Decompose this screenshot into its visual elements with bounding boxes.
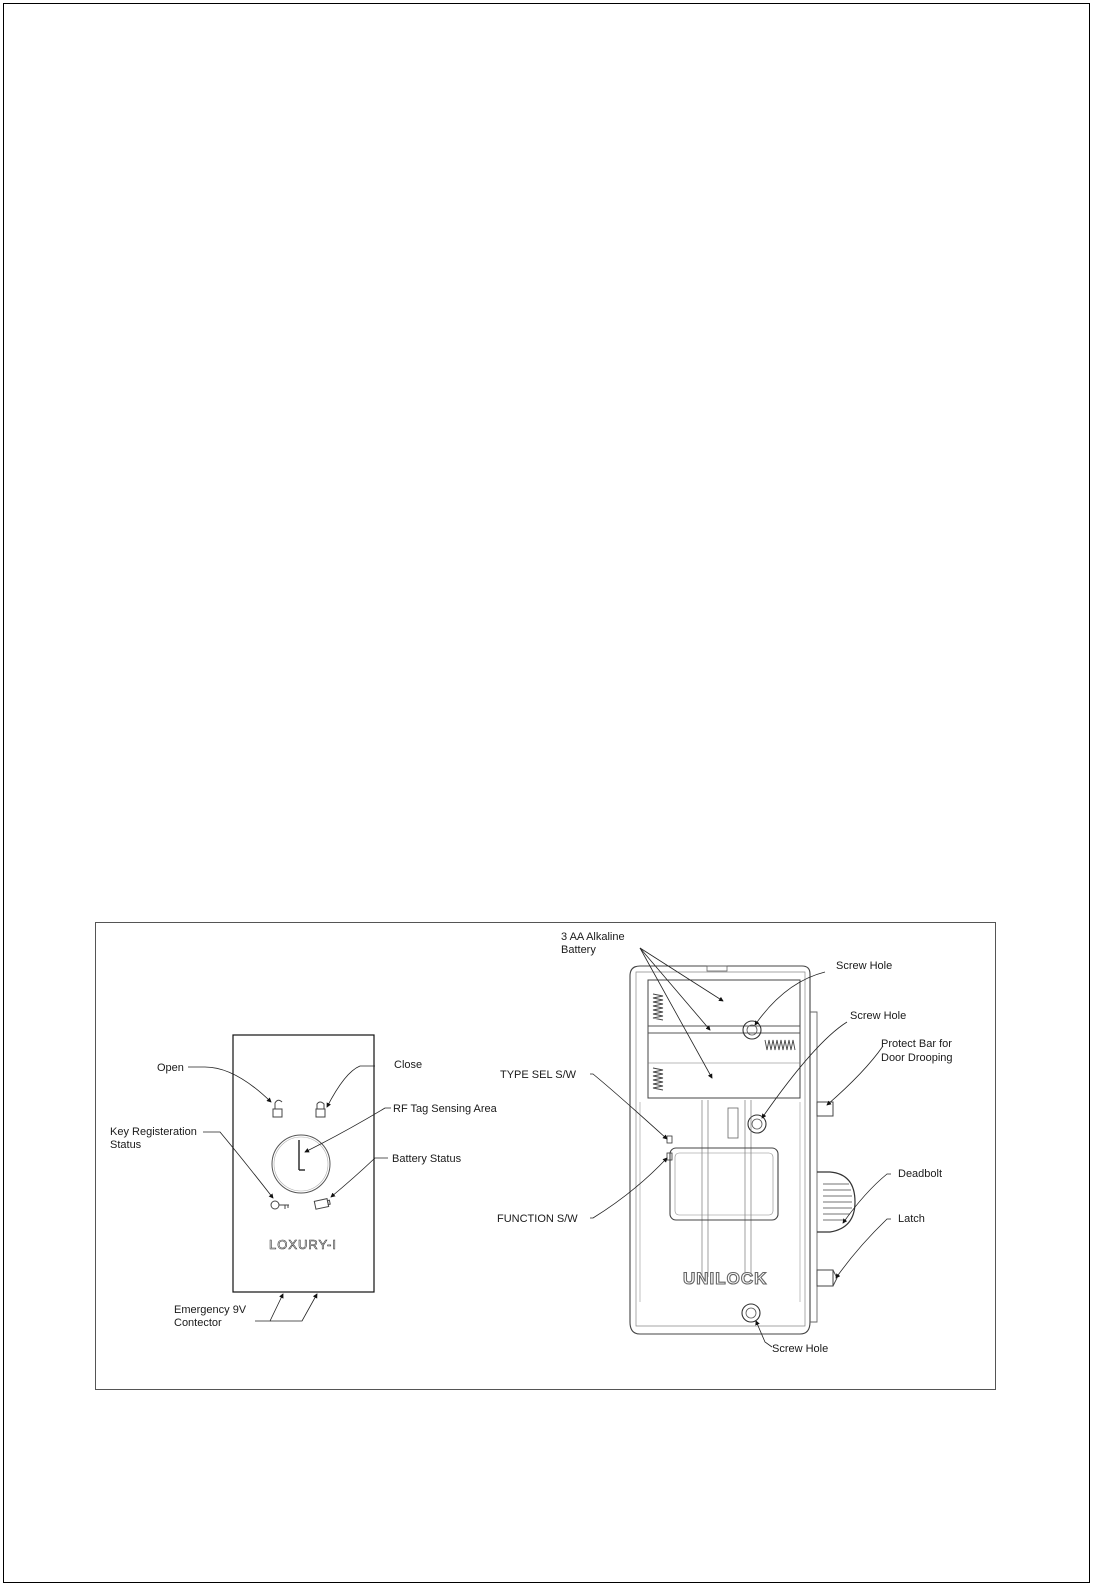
- label-battery-status: Battery Status: [392, 1153, 462, 1165]
- label-screw-hole-bottom: Screw Hole: [772, 1343, 829, 1355]
- label-deadbolt: Deadbolt: [898, 1168, 943, 1180]
- label-open: Open: [157, 1062, 184, 1074]
- label-key-status-2: Status: [110, 1139, 142, 1151]
- label-function-sw: FUNCTION S/W: [497, 1213, 578, 1225]
- back-unit-visible-svg: [95, 922, 996, 1390]
- label-emergency-1: Emergency 9V: [174, 1304, 247, 1316]
- label-screw-hole-mid: Screw Hole: [850, 1010, 907, 1022]
- label-rf-tag-area: RF Tag Sensing Area: [393, 1103, 497, 1115]
- label-protect-bar-1: Protect Bar for: [881, 1038, 952, 1050]
- label-battery-2: Battery: [561, 944, 596, 956]
- back-brand-logo: UNILOCK: [683, 1269, 768, 1288]
- unilock-body: [642, 967, 809, 1388]
- front-brand-logo: LOXURY-I: [269, 1237, 337, 1252]
- label-battery-1: 3 AA Alkaline: [561, 931, 625, 943]
- label-close: Close: [394, 1059, 423, 1071]
- label-screw-hole-top: Screw Hole: [836, 960, 893, 972]
- label-emergency-2: Contector: [174, 1317, 222, 1329]
- label-latch: Latch: [898, 1213, 925, 1225]
- label-type-sel: TYPE SEL S/W: [500, 1069, 577, 1081]
- label-key-status-1: Key Registeration: [110, 1126, 197, 1138]
- back-unit-visible-layer: [95, 922, 996, 1390]
- label-protect-bar-2: Door Drooping: [881, 1052, 953, 1064]
